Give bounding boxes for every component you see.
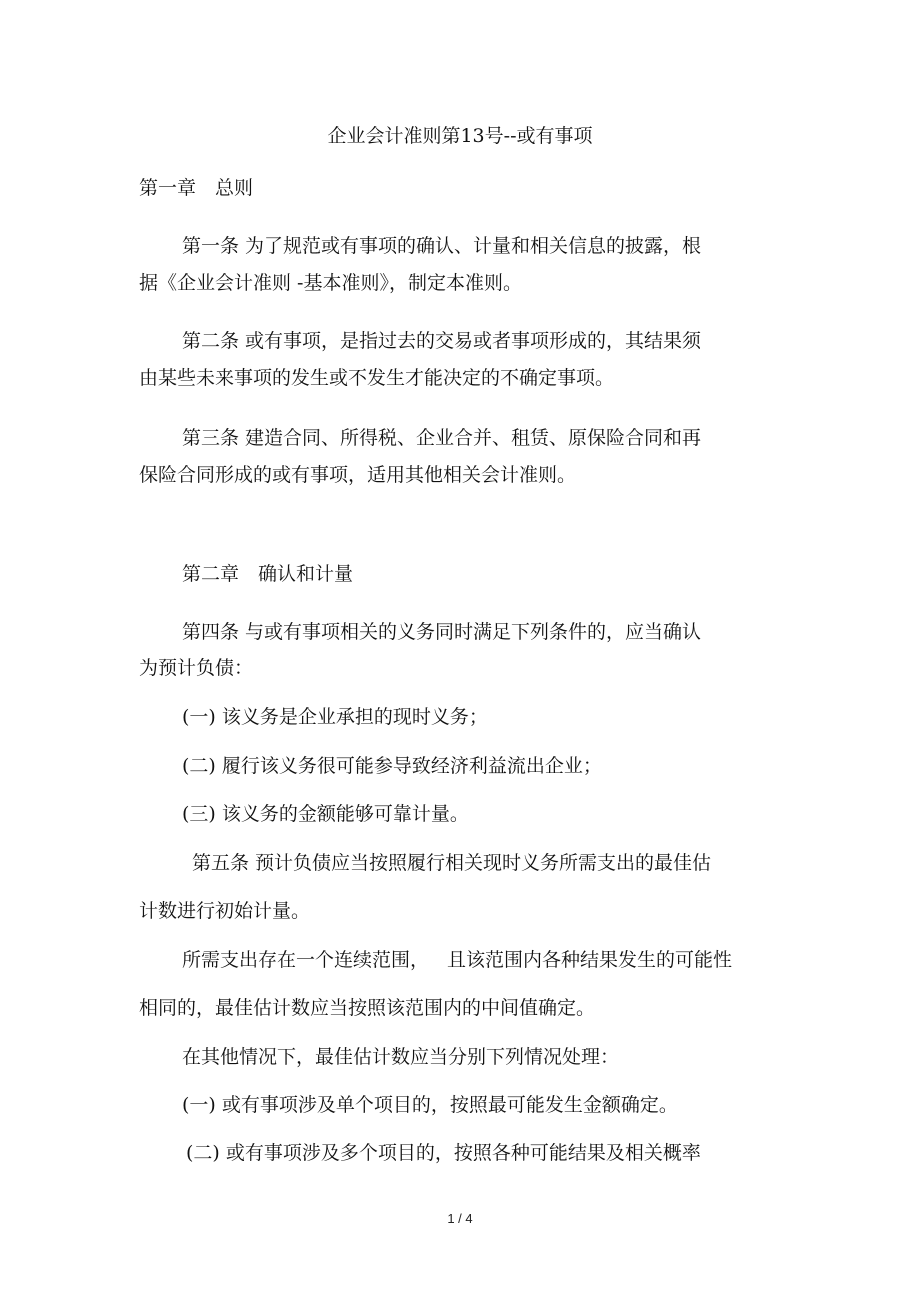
article-4-item-1: (一) 该义务是企业承担的现时义务； <box>182 706 488 728</box>
chapter-1-heading: 第一章 总则 <box>139 177 254 199</box>
paragraph-1-line-1-b: 且该范围内各种结果发生的可能性 <box>447 949 733 971</box>
paragraph-1-line-1-a: 所需支出存在一个连续范围， <box>182 949 430 971</box>
title-suffix-b: 或有事项 <box>516 125 593 147</box>
article-3-line-2: 保险合同形成的或有事项，适用其他相关会计准则。 <box>139 464 577 486</box>
article-4-item-3: (三) 该义务的金额能够可靠计量。 <box>182 803 469 825</box>
article-4-item-2: (二) 履行该义务很可能参导致经济利益流出企业； <box>182 755 602 777</box>
article-5-line-1: 第五条 预计负债应当按照履行相关现时义务所需支出的最佳估 <box>192 852 712 874</box>
article-1-line-2: 据《企业会计准则 -基本准则》，制定本准则。 <box>139 272 522 294</box>
title-number: 13 <box>460 125 485 147</box>
title-suffix-dash: -- <box>503 125 517 147</box>
chapter-2-heading: 第二章 确认和计量 <box>182 563 354 585</box>
paragraph-1-line-1 <box>182 948 732 972</box>
page-indicator: 1 / 4 <box>447 1211 473 1226</box>
paragraph-2-item-1: (一) 或有事项涉及单个项目的，按照最可能发生金额确定。 <box>182 1094 678 1116</box>
paragraph-2: 在其他情况下，最佳估计数应当分别下列情况处理： <box>182 1046 620 1068</box>
title-prefix: 企业会计准则第 <box>327 125 461 147</box>
paragraph-2-item-2: (二) 或有事项涉及多个项目的，按照各种可能结果及相关概率 <box>186 1142 701 1164</box>
article-2-line-1: 第二条 或有事项，是指过去的交易或者事项形成的，其结果须 <box>182 330 702 352</box>
article-5-line-2: 计数进行初始计量。 <box>139 900 311 922</box>
paragraph-1-line-2: 相同的，最佳估计数应当按照该范围内的中间值确定。 <box>139 997 596 1019</box>
article-4-line-2: 为预计负债： <box>139 657 254 679</box>
article-2-line-2: 由某些未来事项的发生或不发生才能决定的不确定事项。 <box>139 367 615 389</box>
title-suffix-a: 号 <box>484 125 504 147</box>
document-title <box>0 124 920 148</box>
article-1-line-1: 第一条 为了规范或有事项的确认、计量和相关信息的披露，根 <box>182 235 702 257</box>
article-3-line-1: 第三条 建造合同、所得税、企业合并、租赁、原保险合同和再 <box>182 427 702 449</box>
article-4-line-1: 第四条 与或有事项相关的义务同时满足下列条件的，应当确认 <box>182 621 702 643</box>
